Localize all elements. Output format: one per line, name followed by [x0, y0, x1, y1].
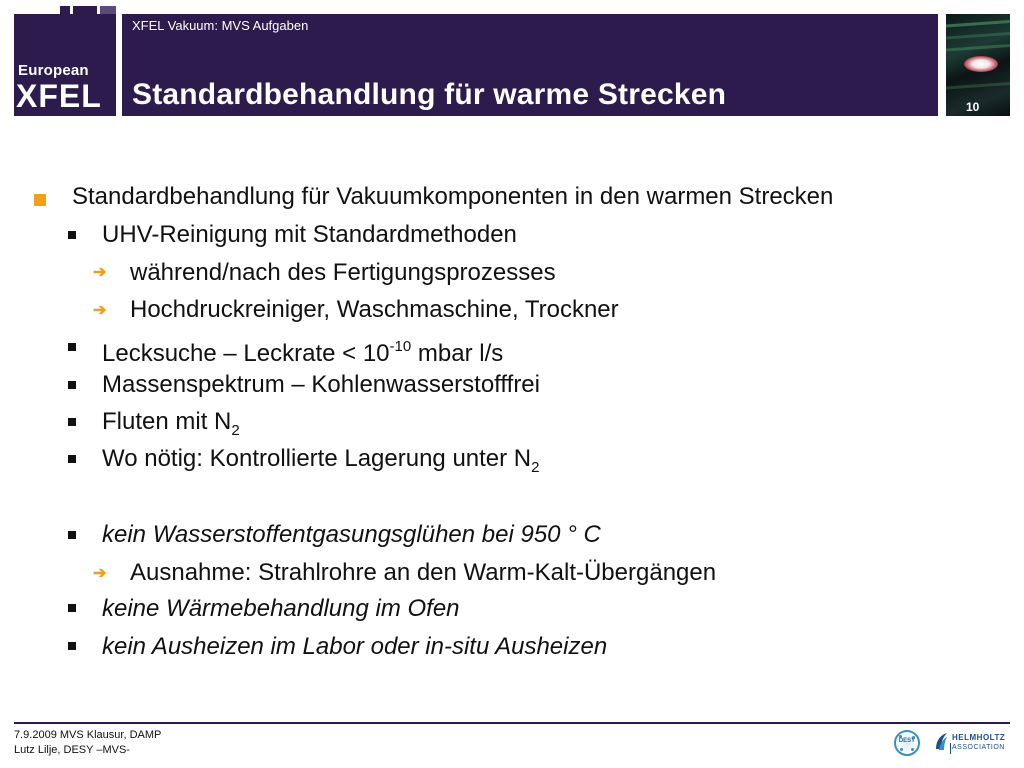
- bullet-text: Massenspektrum – Kohlenwasserstofffrei: [102, 371, 540, 398]
- slide-header: [0, 0, 1024, 120]
- photo-streak: [946, 81, 1010, 90]
- desy-logo-text: DESY: [898, 738, 916, 744]
- black-square-bullet-icon: [68, 455, 76, 463]
- bullet-text-part: Lecksuche – Leckrate < 10: [102, 340, 390, 367]
- bullet-text: kein Wasserstoffentgasungsglühen bei 950 ° C: [102, 521, 601, 548]
- orange-arrow-bullet-icon: ➔: [93, 565, 107, 582]
- orange-arrow-bullet-icon: ➔: [93, 302, 107, 319]
- bullet-text-part: Wo nötig: Kontrollierte Lagerung unter N: [102, 445, 532, 472]
- helmholtz-mark-icon: [934, 731, 948, 751]
- exponent: -10: [389, 338, 412, 355]
- photo-streak: [946, 19, 1010, 28]
- bullet-text-part: mbar l/s: [411, 340, 504, 367]
- helmholtz-association-logo: [934, 730, 1006, 756]
- black-square-bullet-icon: [68, 343, 76, 351]
- black-square-bullet-icon: [68, 604, 76, 612]
- bullet-text: kein Ausheizen im Labor oder in-situ Ausheizen: [102, 633, 608, 660]
- orange-square-bullet-icon: [34, 194, 46, 206]
- black-square-bullet-icon: [68, 642, 76, 650]
- bullet-text-leakrate: [102, 333, 503, 368]
- black-square-bullet-icon: [68, 531, 76, 539]
- desy-logo-dot: [911, 748, 914, 751]
- subscript: 2: [531, 459, 540, 476]
- photo-glow: [964, 56, 998, 72]
- slide-subtitle: XFEL Vakuum: MVS Aufgaben: [132, 18, 309, 33]
- photo-streak: [946, 31, 1010, 40]
- photo-streak: [946, 43, 1010, 52]
- slide-title: Standardbehandlung für warme Strecken: [132, 78, 727, 111]
- orange-arrow-bullet-icon: ➔: [93, 264, 107, 281]
- bullet-text: während/nach des Fertigungsprozesses: [130, 259, 556, 286]
- page-number: 10: [966, 100, 980, 114]
- black-square-bullet-icon: [68, 231, 76, 239]
- black-square-bullet-icon: [68, 381, 76, 389]
- logo-text-european: European: [18, 62, 89, 79]
- logo-text-xfel: XFEL: [16, 78, 102, 114]
- footer-date-event: 7.9.2009 MVS Klausur, DAMP: [14, 729, 162, 741]
- bullet-text: UHV-Reinigung mit Standardmethoden: [102, 221, 517, 248]
- bullet-text-fluten: [102, 408, 240, 445]
- footer-divider: [14, 722, 1010, 724]
- desy-logo-icon: [894, 730, 920, 756]
- helmholtz-name: HELMHOLTZ: [952, 733, 1006, 742]
- bullet-text-part: Fluten mit N: [102, 408, 232, 435]
- bullet-text-lagerung: [102, 445, 539, 482]
- bullet-text: Hochdruckreiniger, Waschmaschine, Trockner: [130, 296, 619, 323]
- black-square-bullet-icon: [68, 418, 76, 426]
- helmholtz-divider: [950, 743, 951, 754]
- desy-logo-dot: [900, 748, 903, 751]
- helmholtz-association-text: ASSOCIATION: [952, 744, 1005, 751]
- subscript: 2: [231, 422, 240, 439]
- footer-author: Lutz Lilje, DESY –MVS-: [14, 744, 130, 756]
- bullet-text: keine Wärmebehandlung im Ofen: [102, 595, 460, 622]
- bullet-text: Standardbehandlung für Vakuumkomponenten in den warmen Strecken: [72, 183, 834, 210]
- bullet-text: Ausnahme: Strahlrohre an den Warm-Kalt-Übergängen: [130, 559, 717, 586]
